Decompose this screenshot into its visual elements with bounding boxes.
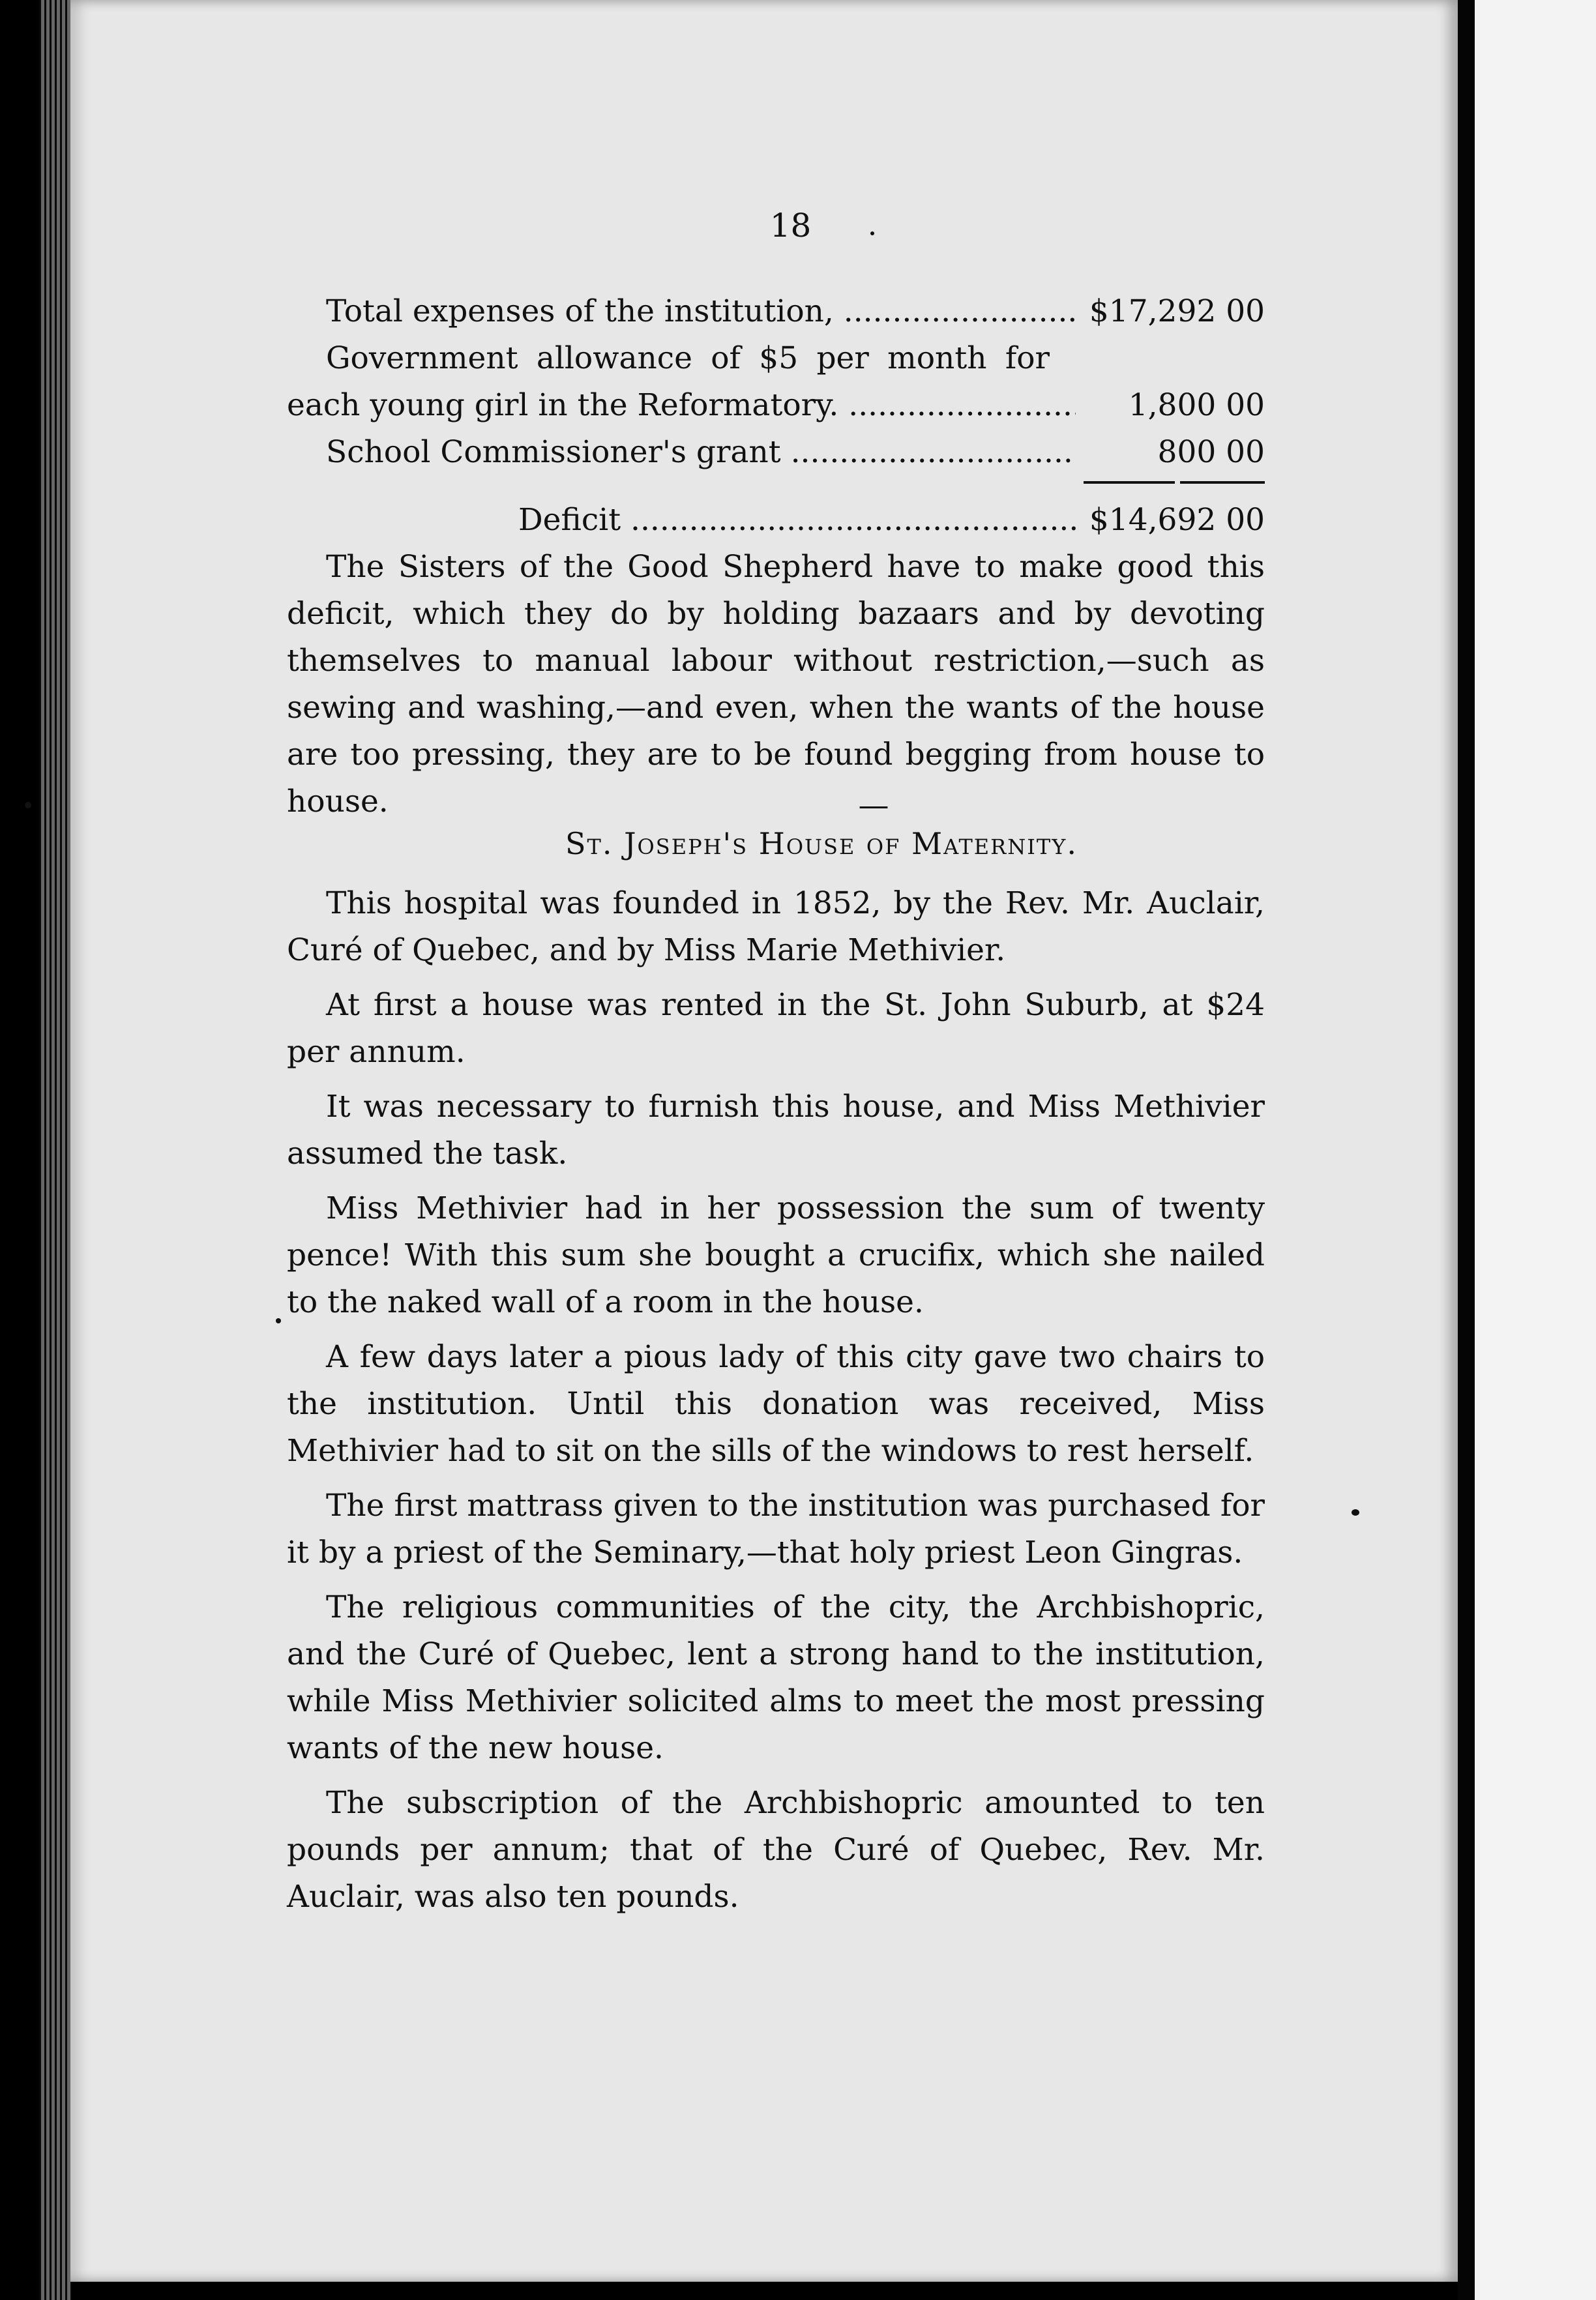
- ledger-row-government-allowance: Government allowance of $5 per month for: [326, 340, 1050, 376]
- sum-rule: [287, 481, 1265, 493]
- ledger-amount: 800 00: [1157, 434, 1265, 470]
- page-number: 18: [769, 207, 812, 244]
- binding-edge: [39, 0, 72, 2300]
- section-heading: St. Joseph's House of Maternity.: [565, 826, 1078, 861]
- ledger-amount: $14,692 00: [1089, 502, 1265, 538]
- paragraph-pence: Miss Methivier had in her possession the sum of twenty pence! With this sum she bought a crucifix, which she nailed to the naked wall of a room in the house.: [287, 1190, 1265, 1320]
- scan-speck: [25, 802, 31, 808]
- page-content: [287, 202, 1265, 1921]
- next-page-edge: [1475, 0, 1596, 2300]
- paragraph-rented: At first a house was rented in the St. John Suburb, at $24 per annum.: [287, 987, 1265, 1070]
- ledger-label: Deficit .....: [287, 497, 1076, 544]
- paragraph-chairs: A few days later a pious lady of this city gave two chairs to the institution. Until this donation was received, Miss Methivier had to sit on the sills of the windows to rest herself.: [287, 1339, 1265, 1469]
- page-edge-shadow: [1458, 0, 1475, 2300]
- expense-ledger: [287, 288, 1265, 544]
- scan-speck: [276, 1318, 281, 1323]
- paragraph-furnish: It was necessary to furnish this house, and Miss Methivier assumed the task.: [287, 1089, 1265, 1172]
- ledger-row-reformatory: [287, 382, 1265, 429]
- paragraph-mattrass: The first mattrass given to the institution was purchased for it by a priest of the Seminary,—that holy priest Leon Gingras.: [287, 1488, 1265, 1570]
- paragraph-sisters: The Sisters of the Good Shepherd have to make good this deficit, which they do by holding bazaars and by devoting themselves to manual labour without restriction,—such as sewing and washing,—and even, when the wants of the house are too pressing, they are to be found begging from house to house.: [287, 549, 1265, 819]
- ledger-label: each young girl in the Reformatory. .....: [287, 382, 1076, 429]
- ledger-amount: 1,800 00: [1128, 387, 1265, 423]
- paragraph-subscription: The subscription of the Archbishopric amounted to ten pounds per annum; that of the Curé of Quebec, Rev. Mr. Auclair, was also ten pounds.: [287, 1785, 1265, 1915]
- ledger-amount: $17,292 00: [1089, 293, 1265, 329]
- section-divider: —: [858, 788, 889, 823]
- ledger-label: School Commissioner's grant .....: [287, 429, 1076, 476]
- ledger-row-school-grant: [287, 429, 1265, 476]
- ledger-row-deficit: [287, 497, 1265, 544]
- scan-speck: [1352, 1509, 1359, 1516]
- ledger-label: Total expenses of the institution, .....: [287, 288, 1076, 335]
- paragraph-communities: The religious communities of the city, the Archbishopric, and the Curé of Quebec, lent a strong hand to the institution, while Miss Methivier solicited alms to meet the most pressing wants of the new house.: [287, 1589, 1265, 1766]
- paragraph-founded: This hospital was founded in 1852, by the Rev. Mr. Auclair, Curé of Quebec, and by Miss Marie Methivier.: [287, 885, 1265, 968]
- ledger-row-total-expenses: [287, 288, 1265, 335]
